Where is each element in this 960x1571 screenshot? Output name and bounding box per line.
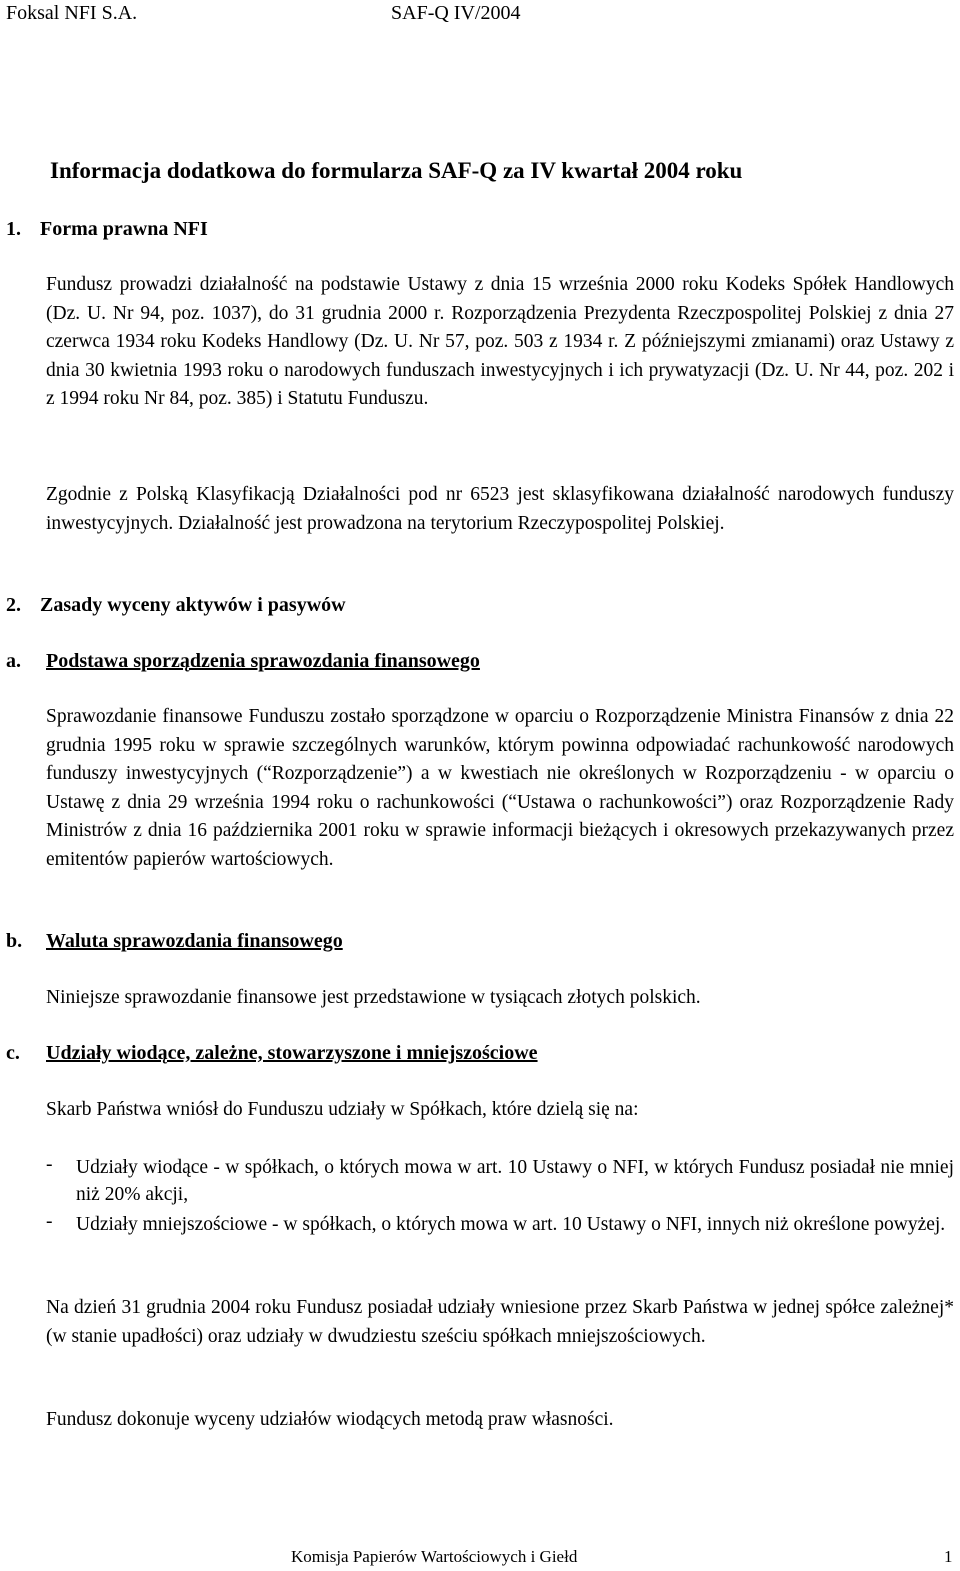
list-item-minority-shares: Udziały mniejszościowe - w spółkach, o których mowa w art. 10 Ustawy o NFI, innych niż określone powyżej. xyxy=(76,1214,946,1235)
list-item-leading-shares: Udziały wiodące - w spółkach, o których mowa w art. 10 Ustawy o NFI, w których Fundusz posiadał nie mniej niż 20% akcji, xyxy=(76,1157,954,1205)
section-2-number: 2. xyxy=(6,594,21,616)
subsection-a-letter: a. xyxy=(6,650,21,672)
subsection-a-heading: Podstawa sporządzenia sprawozdania finansowego xyxy=(46,650,480,672)
page-number: 1 xyxy=(944,1547,953,1566)
subsection-c-paragraph-valuation: Fundusz dokonuje wyceny udziałów wiodących metodą praw własności. xyxy=(46,1409,614,1430)
page-title: Informacja dodatkowa do formularza SAF-Q za IV kwartał 2004 roku xyxy=(50,158,743,183)
header-company: Foksal NFI S.A. xyxy=(6,2,138,24)
section-1-heading: Forma prawna NFI xyxy=(40,218,208,240)
section-1-number: 1. xyxy=(6,218,21,240)
subsection-b-heading: Waluta sprawozdania finansowego xyxy=(46,930,343,952)
subsection-a-paragraph: Sprawozdanie finansowe Funduszu zostało sporządzone w oparciu o Rozporządzenie Ministra Finansów z dnia 22 grudnia 1995 roku w sprawie szczególnych warunków, którym powinna odpowiadać rachunkowość narodowych funduszy inwestycyjnych (“Rozporządzenie”) a w kwestiach nie określonych w Rozporządzeniu - w oparciu o Ustawę z dnia 29 września 1994 roku o rachunkowości (“Ustawa o rachunkowości”) oraz Rozporządzenie Rady Ministrów z dnia 16 października 2001 roku w sprawie informacji bieżących i okresowych przekazywanych przez emitentów papierów wartościowych. xyxy=(46,706,954,870)
section-1-paragraph-legal-basis: Fundusz prowadzi działalność na podstawie Ustawy z dnia 15 września 2000 roku Kodeks Spółek Handlowych (Dz. U. Nr 94, poz. 1037), do 31 grudnia 2000 r. Rozporządzenia Prezydenta Rzeczpospolitej Polskiej z dnia 27 czerwca 1934 roku Kodeks Handlowy (Dz. U. Nr 57, poz. 503 z 1934 r. Z późniejszymi zmianami) oraz Ustawy z dnia 30 kwietnia 1993 roku o narodowych funduszach inwestycyjnych i ich prywatyzacji (Dz. U. Nr 44, poz. 202 i z 1994 roku Nr 84, poz. 385) i Statutu Funduszu. xyxy=(46,274,954,409)
subsection-c-intro: Skarb Państwa wniósł do Funduszu udziały w Spółkach, które dzielą się na: xyxy=(46,1099,639,1120)
section-1-paragraph-classification: Zgodnie z Polską Klasyfikacją Działalności pod nr 6523 jest sklasyfikowana działalność narodowych funduszy inwestycyjnych. Działalność jest prowadzona na terytorium Rzeczypospolitej Polskiej. xyxy=(46,484,954,534)
list-item-dash: - xyxy=(46,1211,53,1232)
header-form-id: SAF-Q IV/2004 xyxy=(391,2,521,24)
list-item-dash: - xyxy=(46,1154,53,1175)
footer-institution: Komisja Papierów Wartościowych i Giełd xyxy=(291,1547,578,1566)
subsection-c-letter: c. xyxy=(6,1042,20,1064)
subsection-c-heading: Udziały wiodące, zależne, stowarzyszone i mniejszościowe xyxy=(46,1042,538,1064)
subsection-c-paragraph-holdings: Na dzień 31 grudnia 2004 roku Fundusz posiadał udziały wniesione przez Skarb Państwa w jednej spółce zależnej* (w stanie upadłości) oraz udziały w dwudziestu sześciu spółkach mniejszościowych. xyxy=(46,1297,954,1347)
subsection-b-paragraph: Niniejsze sprawozdanie finansowe jest przedstawione w tysiącach złotych polskich. xyxy=(46,987,701,1008)
section-2-heading: Zasady wyceny aktywów i pasywów xyxy=(40,594,346,616)
subsection-b-letter: b. xyxy=(6,930,23,952)
